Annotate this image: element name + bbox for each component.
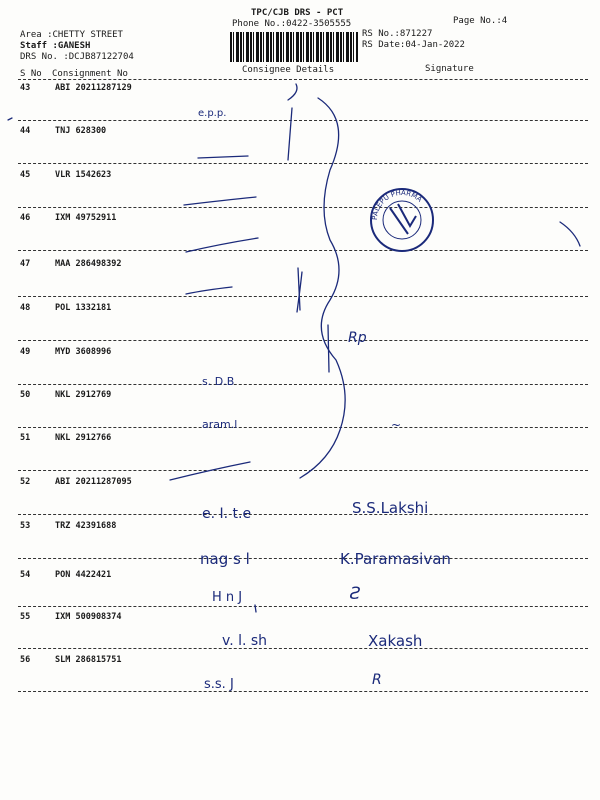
row-sno: 43 — [20, 83, 31, 93]
row-sno: 49 — [20, 347, 31, 357]
barcode — [230, 32, 358, 62]
row-divider — [18, 606, 588, 607]
row-divider — [18, 470, 588, 471]
row-consignment: NKL 2912766 — [55, 433, 112, 443]
row-consignment: TRZ 42391688 — [55, 521, 117, 531]
row-consignment: IXM 49752911 — [55, 213, 117, 223]
row-consignment: SLM 286815751 — [55, 655, 122, 665]
row-sno: 44 — [20, 126, 31, 136]
handwritten-name: s. D.B — [202, 375, 235, 388]
row-consignment: IXM 500908374 — [55, 612, 122, 622]
row-divider — [18, 648, 588, 649]
header-divider — [18, 79, 588, 80]
handwritten-signature: Ƨ — [350, 584, 361, 604]
handwritten-name: aram.l — [202, 418, 238, 431]
row-consignment: MAA 286498392 — [55, 259, 122, 269]
row-divider — [18, 558, 588, 559]
row-divider — [18, 340, 588, 341]
row-sno: 53 — [20, 521, 31, 531]
row-sno: 48 — [20, 303, 31, 313]
row-consignment: PON 4422421 — [55, 570, 112, 580]
handwritten-name: v. l. sh — [222, 633, 268, 649]
company-stamp — [368, 186, 436, 254]
drs-number: DRS No. :DCJB87122704 — [20, 52, 134, 62]
handwritten-name: s.s. J — [204, 677, 234, 692]
row-divider — [18, 514, 588, 515]
row-consignment: ABI 20211287095 — [55, 477, 132, 487]
handwritten-signature: Rp — [348, 330, 367, 346]
row-divider — [18, 163, 588, 164]
row-sno: 52 — [20, 477, 31, 487]
handwritten-signature: ~ — [391, 418, 402, 432]
row-sno: 54 — [20, 570, 31, 580]
handwritten-signature: Xakash — [368, 632, 423, 650]
row-divider — [18, 296, 588, 297]
row-consignment: VLR 1542623 — [55, 170, 112, 180]
handwritten-name: e.p.p. — [198, 108, 227, 119]
row-consignment: TNJ 628300 — [55, 126, 107, 136]
row-sno: 56 — [20, 655, 31, 665]
phone-number: Phone No.:0422-3505555 — [232, 19, 352, 29]
col-signature: Signature — [425, 64, 474, 74]
col-consignment: Consignment No — [52, 69, 128, 79]
row-divider — [18, 691, 588, 692]
handwritten-name: H n J — [212, 590, 243, 605]
document-title: TPC/CJB DRS - PCT — [251, 8, 344, 18]
handwritten-signature: S.S.Lakshi — [352, 499, 429, 517]
row-sno: 47 — [20, 259, 31, 269]
area-label: Area :CHETTY STREET — [20, 30, 123, 40]
row-consignment: MYD 3608996 — [55, 347, 112, 357]
rs-date: RS Date:04-Jan-2022 — [362, 40, 465, 50]
row-sno: 50 — [20, 390, 31, 400]
row-divider — [18, 207, 588, 208]
row-divider — [18, 384, 588, 385]
row-consignment: POL 1332181 — [55, 303, 112, 313]
rs-number: RS No.:871227 — [362, 29, 433, 39]
stamp-text: PALEPU PHARMA — [370, 188, 424, 221]
page-number: Page No.:4 — [453, 16, 508, 26]
row-sno: 55 — [20, 612, 31, 622]
handwritten-signature: K.Paramasivan — [340, 550, 451, 568]
row-consignment: NKL 2912769 — [55, 390, 112, 400]
handwritten-name: e. I. t.e — [202, 506, 252, 522]
staff-label: Staff :GANESH — [20, 41, 91, 51]
row-sno: 51 — [20, 433, 31, 443]
row-divider — [18, 120, 588, 121]
row-divider — [18, 250, 588, 251]
row-sno: 45 — [20, 170, 31, 180]
col-consignee: Consignee Details — [242, 65, 335, 75]
row-divider — [18, 427, 588, 428]
handwritten-signature: R — [372, 672, 382, 688]
row-sno: 46 — [20, 213, 31, 223]
handwritten-name: nag s l — [200, 550, 250, 568]
row-consignment: ABI 20211287129 — [55, 83, 132, 93]
col-sno: S No — [20, 69, 42, 79]
